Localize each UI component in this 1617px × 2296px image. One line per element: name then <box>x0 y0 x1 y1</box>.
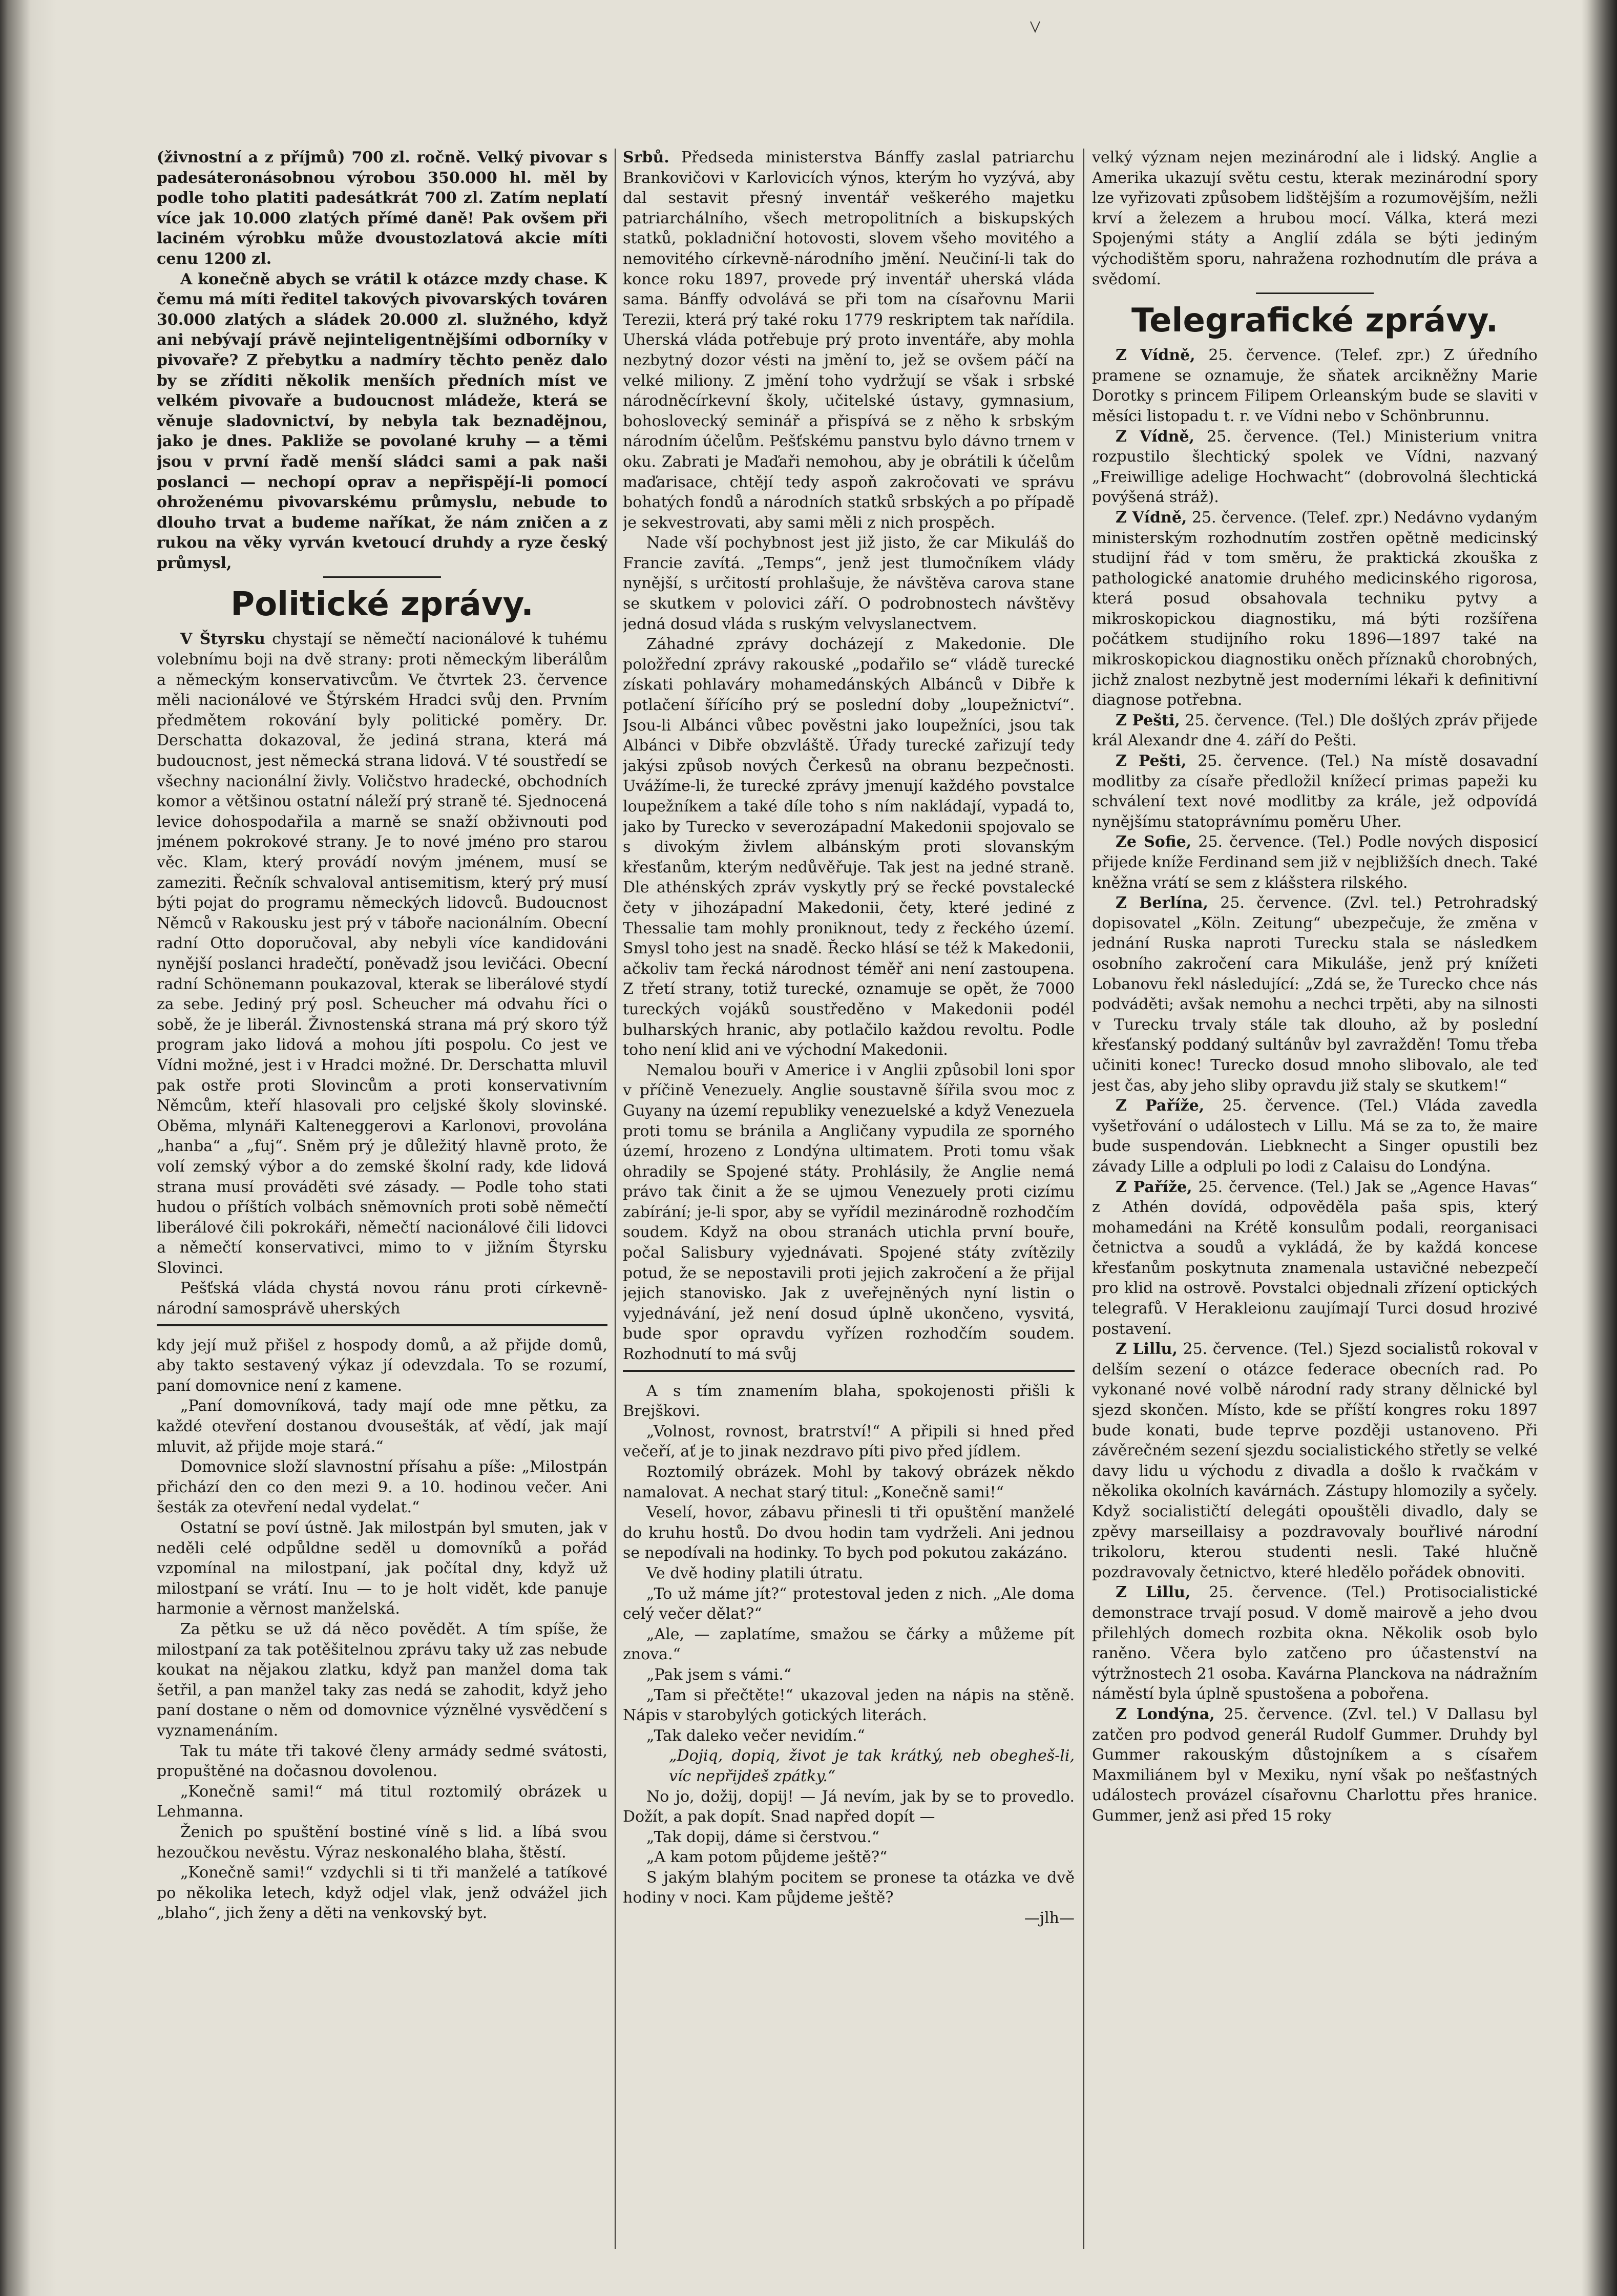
feuilleton-divider <box>623 1370 1075 1372</box>
telegram-item <box>1092 1582 1538 1704</box>
telegram-text: 25. července. (Telef. zpr.) Z úředního pramene se oznamuje, že sňatek arcikněžny Marie Dorotky s princem Filipem Orleanským bude se slaviti v měsíci listopadu t. r. ve Vídni nebo v Schönbrunnu. <box>1092 346 1538 425</box>
feuilleton-paragraph: „Konečně sami!“ vzdychli si ti tři manželé a tatíkové po několika letech, když odjel vlak, jenž odvážel jich „blaho“, jich ženy a děti na venkovský byt. <box>157 1864 607 1923</box>
telegram-lead: Z Londýna, <box>1116 1705 1215 1723</box>
telegram-text: 25. července. (Tel.) Jak se „Agence Havas“ z Athén dovídá, odpověděla paša spis, který mohamedáni na Krétě konsulům podali, reorganisaci četnictva a soudů a vykládá, že by každá koncese křesťanům poskytnuta znamenala ustavičné nebezpečí pro klid na ostrově. Povstalci objednali zřízení optických telegrafů. V Herakleionu zaujímají Turci dosud hrozivé postavení. <box>1092 1178 1538 1338</box>
scan-right-edge <box>1581 0 1617 2296</box>
telegram-lead: Z Vídně, <box>1116 508 1187 527</box>
feuilleton-paragraph: „Volnost, rovnost, bratrství!“ A připili si hned před večeří, ať je to jinak nezdravo píti pivo před jídlem. <box>623 1422 1075 1461</box>
telegram-item <box>1092 1704 1538 1826</box>
article-paragraph <box>157 629 607 1278</box>
telegram-lead: Z Pešti, <box>1116 711 1180 729</box>
article-lead: V Štyrsku <box>180 630 265 649</box>
divider <box>1256 293 1374 294</box>
article-paragraph: A konečně abych se vrátil k otázce mzdy chase. K čemu má míti ředitel takových pivovarských továren 30.000 zlatých a sládek 20.000 zl. služného, když ani nebývají právě nejinteligentnějšími odborníky v pivovaře? Z přebytku a nadmíry těchto peněz dalo by se zříditi několik menších předních míst ve velkém pivovaře a budoucnost mládeže, která se věnuje sladovnictví, by nebyla tak beznadějnou, jako je dnes. Pakliže se povolané kruhy — a těmi jsou v první řadě menší sládci sami a pak naši poslanci — nechopí oprav a nepřispějí-li pomocí ohroženému pivovarskému průmyslu, nebude to dlouho trvat a budeme naříkat, že nám zničen a z rukou na věky vyrván kvetoucí druhdy a ryze český průmysl, <box>157 270 607 572</box>
article-paragraph: Záhadné zprávy docházejí z Makedonie. Dle položřední zprávy rakouské „podařilo se“ vládě turecké získati pohlaváry mohamedánských Albánců v Dibře k potlačení šířícího prý se poslední doby „loupežnictví“. Jsou-li Albánci vůbec pověstni jako loupežníci, jsou tak Albánci v Dibře obzvláště. Úřady turecké zařizují tedy jakýsi způsob nových Čerkesů na obranu bezpečnosti. Uvážíme-li, že turecké zprávy jmenují každého povstalce loupežníkem a také díle toho s ním nakládají, vypadá to, jako by Turecko v severozápadní Makedonii spojovalo se s divokým živlem albánským proti slovanským křesťanům, kterým nedůvěřuje. Tak jest na jedné straně. Dle athénských zpráv vyskytly prý se řecké povstalecké čety v jihozápadní Makedonii, čety, které jediné z Thessalie tam mohly proniknout, tedy z řeckého území. Smysl toho jest na snadě. Řecko hlásí se též k Makedonii, ačkoliv tam řecká národnost téměř ani není zastoupena. Z třetí strany, totiž turecké, oznamuje se opět, že 7000 tureckých vojáků soustředěno v Makedonii podél bulharských hranic, aby potlačilo každou revoltu. Podle toho není klid ani ve východní Makedonii. <box>623 635 1075 1059</box>
feuilleton-paragraph: A s tím znamením blaha, spokojenosti přišli k Brejškovi. <box>623 1382 1075 1421</box>
telegram-text: 25. července. (Tel.) Ministerium vnitra rozpustilo šlechtický spolek ve Vídni, nazvaný „Freiwillige adelige Hochwacht“ (dobrovolná šlechtická povýšená stráž). <box>1092 427 1538 507</box>
telegram-text: 25. července. (Tel.) Sjezd socialistů rokoval v delším sezení o otázce federace obecních rad. Po vykonané nové volbě národní rady strany dělnické byl sjezd skončen. Místo, kde se příští kongres roku 1897 bude konati, bude teprve později ustanoveno. Při závěrečném sezení sjezdu socialistického střetly se velké davy lidu u východu z divadla a došlo k rvačkám v několika okolních kavárnách. Zástupy hlomozily a syčely. Když socialističtí delegáti opouštěli divadlo, daly se zpěvy marseillaisy a pozdravovaly bouřlivé národní trikoloru, kterou studenti nesli. Také hlučně pozdravovaly četnictvo, které hledělo pořádek obnoviti. <box>1092 1340 1538 1581</box>
telegram-text: 25. července. (Zvl. tel.) Petrohradský dopisovatel „Köln. Zeitung“ ubezpečuje, že změna v jednání Ruska naproti Turecku stala se následkem osobního zakročení cara Mikuláše, jenž prý knížeti Lobanovu řekl následující: „Zdá se, že Turecko chce nás podváděti; avšak nemohu a nechci trpěti, aby na silnosti v Turecku trvaly stále tak dlouho, až by poslední křesťanský poddaný sultánův byl zavražděn! Tomu třeba učiniti konec! Turecko dosud mnoho slibovalo, ale teď jest čas, aby jeho sliby opravdu již staly se skutkem!“ <box>1092 894 1538 1095</box>
feuilleton-verse: „Dojiq, dopiq, život je tak krátký, neb obegheš-li, víc nepřijdeš zpátky.“ <box>669 1747 1075 1785</box>
telegram-item <box>1092 1177 1538 1340</box>
telegram-lead: Z Vídně, <box>1116 346 1195 365</box>
article-paragraph: (živnostní a z příjmů) 700 zl. ročně. Velký pivovar s padesáteronásobnou výrobou 350.000 hl. měl by podle toho platiti padesátkrát 700 zl. Zatím neplatí více jak 10.000 zlatých přímé daně! Pak ovšem při laciném výrobku může dvoustozlatová akcie míti cenu 1200 zl. <box>157 149 607 268</box>
telegram-item <box>1092 751 1538 832</box>
telegram-lead: Z Lillu, <box>1116 1340 1178 1359</box>
telegram-item <box>1092 345 1538 426</box>
feuilleton-paragraph: Ostatní se poví ústně. Jak milostpán byl smuten, jak v neděli celé odpůldne seděl u domovníků a pořád vzpomínal na milostpaní, jak počítal dny, když už milostpaní se vrátí. Inu — to je holt vidět, kde panuje harmonie a věrnost manželská. <box>157 1519 607 1618</box>
feuilleton-paragraph: „Konečně sami!“ má titul roztomilý obrázek u Lehmanna. <box>157 1782 607 1821</box>
feuilleton-signature: —jlh— <box>1024 1909 1075 1928</box>
article-paragraph: Pešťská vláda chystá novou ránu proti církevně-národní samosprávě uherských <box>157 1279 607 1318</box>
feuilleton-paragraph: Tak tu máte tři takové členy armády sedmé svátosti, propuštěné na dočasnou dovolenou. <box>157 1742 607 1781</box>
telegram-item <box>1092 1339 1538 1582</box>
telegram-lead: Z Paříže, <box>1116 1097 1205 1115</box>
feuilleton-paragraph: „Tak dopij, dáme si čerstvou.“ <box>646 1828 880 1846</box>
article-text: Předseda ministerstva Bánffy zaslal patriarchu Brankovičovi v Karlovicích výnos, kterým ho vyzývá, aby dal sestavit přesný inventář veškerého majetku patriarchálního, všech metropolitních a biskupských statků, pokladniční hotovosti, slovem všeho movitého a nemovitého církevně-národního jmění. Neučiní-li tak do konce roku 1897, provede prý inventář uherská vláda sama. Bánffy odvolává se při tom na císařovnu Marii Terezii, která prý také roku 1779 reskriptem tak nařídila. Uherská vláda potřebuje prý proto inventáře, aby mohla nezbytný dozor vésti na jmění to, jež se ovšem páčí na velké miliony. Z jmění toho vydržují se však i srbské národněcírkevní školy, učitelské ústavy, gymnasium, bohoslovecký seminář a přispívá se z něho k srbským národním účelům. Pešťskému panstvu bylo dávno trnem v oku. Zabrati je Maďaři nemohou, aby je obrátili k účelům maďarisace, chtějí tedy aspoň zakročovati ve správu bohatých fondů a národních statků srbských a po případě je sekvestrovati, aby sami měli z nich prospěch. <box>623 149 1075 532</box>
feuilleton-paragraph: „Pak jsem s vámi.“ <box>646 1665 792 1684</box>
telegram-text: 25. července. (Zvl. tel.) V Dallasu byl zatčen pro podvod generál Rudolf Gummer. Druhdy byl Gummer rakouským důstojníkem a s císařem Maxmiliánem byl v Mexiku, nyní však po nešťastných událostech provázel císařovnu Charlottu přes hranice. Gummer, jenž asi před 15 roky <box>1092 1705 1538 1825</box>
feuilleton-paragraph: „To už máme jít?“ protestoval jeden z nich. „Ale doma celý večer dělat?“ <box>623 1584 1075 1623</box>
feuilleton-paragraph: Veselí, hovor, zábavu přinesli ti tři opuštění manželé do kruhu hostů. Do dvou hodin tam vydrželi. Ani jednou se nepodívali na hodinky. To bych pod pokutou zakázáno. <box>623 1504 1075 1562</box>
telegram-lead: Z Vídně, <box>1116 427 1194 446</box>
telegram-lead: Ze Sofie, <box>1116 833 1192 851</box>
telegram-lead: Z Lillu, <box>1116 1583 1191 1602</box>
column-rule-1 <box>615 149 616 2249</box>
telegram-item <box>1092 427 1538 508</box>
telegram-text: 25. července. (Tel.) Dle došlých zpráv přijede král Alexandr dne 4. září do Pešti. <box>1092 711 1538 750</box>
feuilleton-paragraph: „Tak daleko večer nevidím.“ <box>646 1726 865 1745</box>
article-text: chystají se němečtí nacionálové k tuhému volebnímu boji na dvě strany: proti německým liberálům a německým konservativcům. Ve čtvrtek 23. července měli nacionálové ve Štýrském Hradci svůj den. Prvním předmětem rokování byly politické poměry. Dr. Derschatta dokazoval, že jediná strana, která má budoucnost, jest německá strana lidová. V té soustředí se všechny nacionální živly. Voličstvo hradecké, obchodních komor a většinou ostatní náleží prý straně té. Sjednocená levice dohospodařila a marně se snaží obživnouti pod jménem pokrokové strany. Je to nové jméno pro starou věc. Klam, který provádí novým jménem, musí se zameziti. Řečník schvaloval antisemitism, který prý musí býti pojat do programu německých lidovců. Budoucnost Němců v Rakousku jest prý v táboře nacionálním. Obecní radní Otto doporučoval, aby nebyli více kandidováni nynější poslanci hradečtí, poněvadž jsou levičáci. Obecní radní Schönemann poukazoval, kterak se liberálové stydí za sebe. Jediný prý posl. Scheucher má odvahu říci o sobě, že je liberál. Živnostenská strana má prý skoro týž program jako lidová a mohou jíti pospolu. Co jest ve Vídni možné, jest i v Hradci možné. Dr. Derschatta mluvil pak ostře proti Slovincům a proti konservativním Němcům, kteří hlasovali pro celjské školy slovinské. Oběma, mlynáři Kalteneggerovi a Karlonovi, provolána „hanba“ a „fuj“. Sněm prý je důležitý hlavně proto, že volí zemský výbor a do zemské školní rady, kde lidová strana musí prováděti své zásady. — Podle toho stati hudou o příštích volbách sněmovních proti sobě němečtí liberálové čili pokrokáři, němečtí nacionálové čili lidovci a němečtí konservativci, mimo to v jižním Štyrsku Slovinci. <box>157 630 607 1277</box>
telegram-item <box>1092 508 1538 711</box>
column-3 <box>1092 148 1538 2296</box>
column-2 <box>623 148 1075 2296</box>
telegram-item <box>1092 711 1538 751</box>
telegram-text: 25. července. (Tel.) Na místě dosavadní modlitby za císaře předložil knížecí primas papeži ku schválení text nové modlitby za krále, jež odpovídá nynějšímu statoprávnímu poměru Uher. <box>1092 752 1538 831</box>
feuilleton-divider <box>157 1324 607 1326</box>
column-1 <box>157 148 607 2296</box>
feuilleton-paragraph: „Tam si přečtěte!“ ukazoval jeden na nápis na stěně. Nápis v starobylých gotických literách. <box>623 1686 1075 1725</box>
article-paragraph: velký význam nejen mezinárodní ale i lidský. Anglie a Amerika ukazují světu cestu, kterak mezinárodní spory lze vyřizovati způsobem lidštějším a rozumovějším, nežli krví a železem a hrubou mocí. Válka, která mezi Spojenými státy a Anglií zdála se býti jediným východištěm sporu, nahražena rozhodnutím dle práva a svědomí. <box>1092 149 1538 288</box>
telegram-text: 25. července. (Tel.) Protisocialistické demonstrace trvají posud. V domě mairově a jeho dvou přilehlých domech rozbita okna. Několik osob bylo raněno. Včera bylo zatčeno pro účastenství na výtržnostech 21 osoba. Kavárna Planckova na nádražním náměstí byla úplně spustošena a pobořena. <box>1092 1583 1538 1703</box>
article-paragraph: Nade vší pochybnost jest již jisto, že car Mikuláš do Francie zavítá. „Temps“, jenž jest tlumočníkem vlády nynější, s určitostí prohlašuje, že návštěva carova stane se skutkem v polovici září. O podrobnostech návštěvy jedná dosud vláda s ruským velvyslanectvem. <box>623 534 1075 633</box>
feuilleton-paragraph: Ženich po spuštění bostiné víně s lid. a líbá svou hezoučkou nevěstu. Výraz neskonalého blaha, štěstí. <box>157 1823 607 1862</box>
telegram-lead: Z Paříže, <box>1116 1178 1192 1196</box>
column-rule-2 <box>1083 149 1084 2249</box>
article-paragraph <box>623 148 1075 533</box>
telegram-item <box>1092 832 1538 893</box>
telegram-text: 25. července. (Telef. zpr.) Nedávno vydaným ministerským rozhodnutím zostřen opětně medicinský studijní řád v tom směru, že praktická zkouška z pathologické anatomie druhého medicinského rigorosa, která posud obsahovala techniku pytvy a mikroskopickou diagnostiku, má býti rozšířena počátkem studijního roku 1896—1897 také na mikroskopickou diagnostiku oněch příznaků chorobných, jichž znalost nezbytně jest moderními lékaři k definitivní diagnose potřebna. <box>1092 508 1538 709</box>
feuilleton-paragraph: „Paní domovníková, tady mají ode mne pětku, za každé otevření dostanou dvousešták, ať vědí, jak mají mluvit, až přijde moje stará.“ <box>157 1397 607 1456</box>
scan-left-edge <box>0 0 56 2296</box>
feuilleton-paragraph: „A kam potom půjdeme ještě?“ <box>646 1848 888 1867</box>
telegram-lead: Z Pešti, <box>1116 752 1187 770</box>
feuilleton-paragraph: Roztomilý obrázek. Mohl by takový obrázek někdo namalovat. A nechat starý titul: „Konečně sami!“ <box>623 1463 1075 1501</box>
section-heading-politicke-zpravy: Politické zprávy. <box>230 586 534 624</box>
article-lead: Srbů. <box>623 149 669 166</box>
divider <box>323 576 441 578</box>
feuilleton-paragraph: Domovnice složí slavnostní přísahu a píše: „Milostpán přichází den co den mezi 9. a 10. hodinou večer. Ani šesták za otevření nedal vydelat.“ <box>157 1458 607 1517</box>
feuilleton-paragraph: „Ale, — zaplatíme, smažou se čárky a můžeme pít znova.“ <box>623 1625 1075 1664</box>
article-paragraph: Nemalou bouři v Americe i v Anglii způsobil loni spor v příčině Venezuely. Anglie soustavně šířila svou moc z Guyany na území republiky venezuelské a když Venezuela proti tomu se bránila a Angličany vypudila ze sporného území, hrozeno z Londýna ultimatem. Proti tomu však ohradily se Spojené státy. Prohlásily, že Anglie nemá právo tak činit a že se ujmou Venezuely proti cizímu zabírání; je-li spor, aby se vyřídil mezinárodně rozhodčím soudem. Když na obou stranách utichla první bouře, počal Salisbury vyjednávati. Spojené státy zvítězily potud, že se nepostavili proti jejich zakročení a že přijal jejich stanovisko. Jak z uveřejněných nyní listin o vyjednávání, jež není dosud úplně ukončeno, vysvitá, bude spor opravdu vyřízen rozhodčím soudem. Rozhodnutí to má svůj <box>623 1061 1075 1364</box>
telegram-lead: Z Berlína, <box>1116 894 1208 912</box>
telegram-item <box>1092 1096 1538 1177</box>
telegram-text: 25. července. (Tel.) Podle nových disposicí přijede kníže Ferdinand sem již v nejbližších dnech. Také kněžna vrátí se sem z klášstera rilského. <box>1092 833 1538 892</box>
feuilleton-paragraph: Ve dvě hodiny platili útratu. <box>646 1564 864 1582</box>
telegram-item <box>1092 893 1538 1096</box>
feuilleton-paragraph: Za pětku se už dá něco povědět. A tím spíše, že milostpaní za tak potěšitelnou zprávu taky už zas nebude koukat na nějakou zlatku, když pan manžel doma tak šetřil, a pan manžel taky zas nedá se zahodit, když jeho paní dostane o něm od domovnice význělné vysvědčení s vyznamenáním. <box>157 1620 607 1740</box>
telegram-text: 25. července. (Tel.) Vláda zavedla vyšetřování o událostech v Lillu. Má se za to, že maire bude suspendován. Liebknecht a Singer opustili bez závady Lille a odpluli po lodi z Calaisu do Londýna. <box>1092 1097 1538 1176</box>
feuilleton-paragraph: No jo, dožij, dopij! — Já nevím, jak by se to provedlo. Dožít, a pak dopít. Snad napřed dopít — <box>623 1787 1075 1826</box>
scan-corner-mark <box>1030 20 1041 34</box>
feuilleton-paragraph: kdy její muž přišel z hospody domů, a až přijde domů, aby takto sestavený výkaz jí odevzdala. To se rozumí, paní domovnice není z kamene. <box>157 1336 607 1395</box>
section-heading-telegraficke-zpravy: Telegrafické zprávy. <box>1131 302 1499 340</box>
feuilleton-paragraph: S jakým blahým pocitem se pronese ta otázka ve dvě hodiny v noci. Kam půjdeme ještě? <box>623 1868 1075 1907</box>
